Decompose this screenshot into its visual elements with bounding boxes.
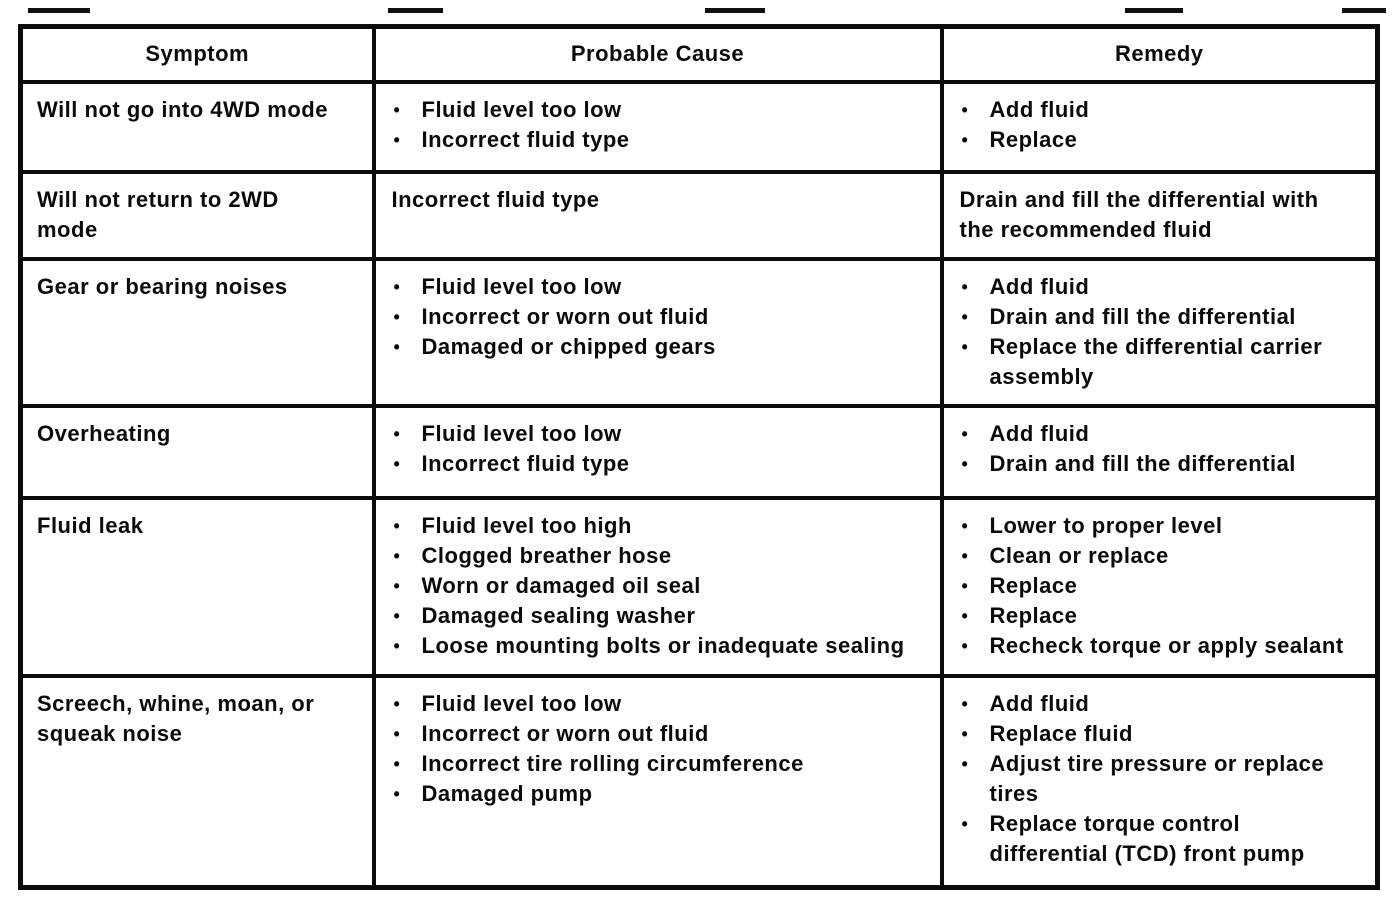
cause-item xyxy=(392,631,924,661)
cause-item xyxy=(392,689,924,719)
remedy-item xyxy=(960,95,1352,125)
bullet-icon: • xyxy=(961,453,969,474)
cause-item-text: Incorrect tire rolling circumference xyxy=(421,750,804,776)
cause-item-text: Fluid level too low xyxy=(421,273,622,299)
symptom-text: Screech, whine, moan, or squeak noise xyxy=(37,690,315,746)
table-row xyxy=(21,498,1378,676)
table-row xyxy=(21,172,1378,259)
symptom-cell xyxy=(21,259,374,406)
symptom-cell xyxy=(21,406,374,498)
remedy-item xyxy=(960,511,1352,541)
cause-item-text: Loose mounting bolts or inadequate sealing xyxy=(421,632,905,658)
bullet-icon: • xyxy=(393,336,401,357)
cause-item-text: Damaged pump xyxy=(421,780,593,806)
bullet-icon: • xyxy=(961,423,969,444)
cause-item xyxy=(392,449,924,479)
scan-artifact-mark xyxy=(388,8,443,13)
symptom-text: Will not return to 2WD mode xyxy=(37,186,279,242)
symptom-text: Fluid leak xyxy=(37,512,144,538)
remedy-item xyxy=(960,749,1352,809)
cause-item-text: Incorrect or worn out fluid xyxy=(421,303,709,329)
bullet-icon: • xyxy=(961,635,969,656)
header-remedy: Remedy xyxy=(942,27,1378,82)
remedy-item-text: Add fluid xyxy=(989,690,1090,716)
bullet-icon: • xyxy=(393,306,401,327)
cause-item xyxy=(392,95,924,125)
remedy-item xyxy=(960,809,1352,869)
remedy-item xyxy=(960,689,1352,719)
cause-cell xyxy=(374,676,942,888)
cause-item xyxy=(392,272,924,302)
remedy-item-text: Add fluid xyxy=(989,420,1090,446)
cause-cell xyxy=(374,406,942,498)
cause-item-text: Incorrect or worn out fluid xyxy=(421,720,709,746)
cause-item xyxy=(392,302,924,332)
cause-item-text: Damaged sealing washer xyxy=(421,602,696,628)
bullet-icon: • xyxy=(393,545,401,566)
header-row xyxy=(21,27,1378,82)
bullet-icon: • xyxy=(393,453,401,474)
remedy-item xyxy=(960,719,1352,749)
cause-item-text: Fluid level too low xyxy=(421,690,622,716)
cause-item-text: Fluid level too high xyxy=(421,512,632,538)
cause-item xyxy=(392,571,924,601)
remedy-cell xyxy=(942,498,1378,676)
symptom-cell xyxy=(21,82,374,172)
bullet-icon: • xyxy=(961,693,969,714)
bullet-icon: • xyxy=(393,635,401,656)
bullet-icon: • xyxy=(961,753,969,774)
remedy-item xyxy=(960,302,1352,332)
remedy-item-text: Replace xyxy=(989,126,1078,152)
cause-item xyxy=(392,779,924,809)
remedy-item-text: Add fluid xyxy=(989,273,1090,299)
header-probable-cause: Probable Cause xyxy=(374,27,942,82)
bullet-icon: • xyxy=(961,99,969,120)
bullet-icon: • xyxy=(961,336,969,357)
bullet-icon: • xyxy=(393,515,401,536)
bullet-icon: • xyxy=(961,813,969,834)
bullet-icon: • xyxy=(961,605,969,626)
scan-artifact-mark xyxy=(1125,8,1183,13)
remedy-item xyxy=(960,571,1352,601)
bullet-icon: • xyxy=(393,575,401,596)
scan-artifact-mark xyxy=(28,8,90,13)
symptom-text: Gear or bearing noises xyxy=(37,273,288,299)
remedy-item-text: Drain and fill the differential xyxy=(989,303,1296,329)
cause-item-text: Incorrect fluid type xyxy=(421,450,630,476)
cause-item-text: Incorrect fluid type xyxy=(421,126,630,152)
bullet-icon: • xyxy=(393,99,401,120)
bullet-icon: • xyxy=(393,605,401,626)
symptom-cell xyxy=(21,172,374,259)
troubleshooting-table xyxy=(18,24,1380,890)
remedy-item xyxy=(960,541,1352,571)
cause-item xyxy=(392,541,924,571)
table-row xyxy=(21,82,1378,172)
cause-item xyxy=(392,419,924,449)
remedy-item xyxy=(960,631,1352,661)
cause-item-text: Clogged breather hose xyxy=(421,542,672,568)
remedy-item-text: Replace the differential carrier assembly xyxy=(989,333,1323,389)
remedy-item xyxy=(960,272,1352,302)
remedy-item-text: Drain and fill the differential with the recommended fluid xyxy=(959,186,1319,242)
cause-cell xyxy=(374,498,942,676)
cause-item xyxy=(392,511,924,541)
remedy-item xyxy=(960,601,1352,631)
bullet-icon: • xyxy=(393,129,401,150)
symptom-cell xyxy=(21,676,374,888)
remedy-item xyxy=(960,419,1352,449)
remedy-cell xyxy=(942,259,1378,406)
bullet-icon: • xyxy=(393,753,401,774)
bullet-icon: • xyxy=(961,545,969,566)
remedy-item-text: Replace torque control differential (TCD) front pump xyxy=(989,810,1305,866)
remedy-cell xyxy=(942,406,1378,498)
cause-item xyxy=(392,601,924,631)
table-body xyxy=(21,82,1378,888)
remedy-item-text: Adjust tire pressure or replace tires xyxy=(989,750,1325,806)
remedy-item-text: Replace xyxy=(989,602,1078,628)
bullet-icon: • xyxy=(961,575,969,596)
symptom-cell xyxy=(21,498,374,676)
bullet-icon: • xyxy=(961,306,969,327)
scan-artifact-mark xyxy=(705,8,765,13)
bullet-icon: • xyxy=(961,129,969,150)
cause-item xyxy=(392,749,924,779)
cause-item xyxy=(392,125,924,155)
remedy-cell xyxy=(942,82,1378,172)
bullet-icon: • xyxy=(393,783,401,804)
cause-item-text: Incorrect fluid type xyxy=(391,186,600,212)
bullet-icon: • xyxy=(393,423,401,444)
cause-item-text: Worn or damaged oil seal xyxy=(421,572,701,598)
cause-cell xyxy=(374,259,942,406)
symptom-text: Will not go into 4WD mode xyxy=(37,96,328,122)
bullet-icon: • xyxy=(393,723,401,744)
remedy-item-text: Add fluid xyxy=(989,96,1090,122)
scan-artifact-mark xyxy=(1342,8,1386,13)
cause-item xyxy=(392,332,924,362)
cause-item-text: Fluid level too low xyxy=(421,96,622,122)
remedy-item xyxy=(960,125,1352,155)
remedy-item xyxy=(960,185,1352,245)
remedy-item-text: Recheck torque or apply sealant xyxy=(989,632,1344,658)
bullet-icon: • xyxy=(393,693,401,714)
cause-item xyxy=(392,719,924,749)
table-row xyxy=(21,406,1378,498)
bullet-icon: • xyxy=(961,515,969,536)
remedy-item-text: Clean or replace xyxy=(989,542,1169,568)
remedy-item xyxy=(960,449,1352,479)
remedy-item-text: Replace xyxy=(989,572,1078,598)
table-row xyxy=(21,676,1378,888)
cause-item-text: Fluid level too low xyxy=(421,420,622,446)
bullet-icon: • xyxy=(393,276,401,297)
bullet-icon: • xyxy=(961,276,969,297)
remedy-cell xyxy=(942,172,1378,259)
bullet-icon: • xyxy=(961,723,969,744)
cause-item xyxy=(392,185,924,215)
remedy-item xyxy=(960,332,1352,392)
table-row xyxy=(21,259,1378,406)
remedy-cell xyxy=(942,676,1378,888)
header-symptom: Symptom xyxy=(21,27,374,82)
remedy-item-text: Lower to proper level xyxy=(989,512,1223,538)
cause-item-text: Damaged or chipped gears xyxy=(421,333,716,359)
remedy-item-text: Replace fluid xyxy=(989,720,1133,746)
cause-cell xyxy=(374,172,942,259)
symptom-text: Overheating xyxy=(37,420,171,446)
cause-cell xyxy=(374,82,942,172)
remedy-item-text: Drain and fill the differential xyxy=(989,450,1296,476)
